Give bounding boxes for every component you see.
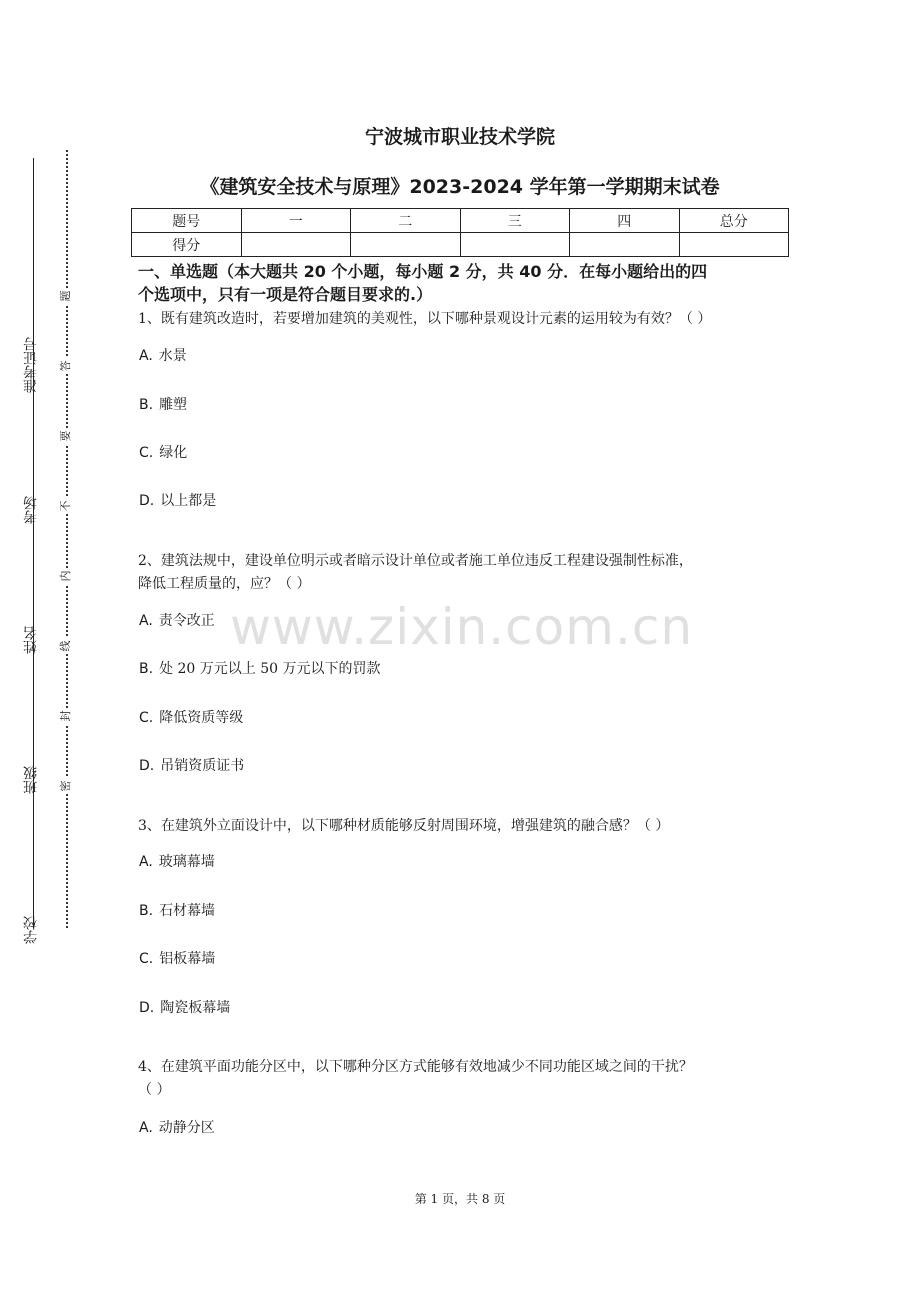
score-header-cell: 总分: [679, 209, 789, 233]
exam-number-label: 准考证号: [23, 337, 39, 393]
option-letter: C.: [139, 951, 154, 967]
score-header-cell: 三: [460, 209, 570, 233]
question-1: [138, 308, 788, 331]
score-header-cell: 二: [351, 209, 461, 233]
score-header-cell: 题号: [132, 209, 242, 233]
seal-char: 封: [58, 708, 74, 724]
seal-char: 答: [58, 358, 74, 374]
option-letter: A.: [139, 613, 153, 629]
question-2: [138, 550, 788, 596]
score-table-header-row: [132, 209, 789, 233]
option-c[interactable]: [139, 708, 243, 728]
question-3: [138, 815, 788, 838]
option-letter: D.: [139, 758, 155, 774]
option-letter: A.: [139, 1120, 153, 1136]
option-text: 玻璃幕墙: [158, 854, 215, 870]
option-c[interactable]: [139, 443, 187, 463]
score-row-label: 得分: [132, 233, 242, 257]
option-text: 动静分区: [158, 1120, 215, 1136]
option-text: 以上都是: [160, 493, 217, 509]
page-footer: 第 1 页，共 8 页: [414, 1192, 506, 1206]
option-letter: D.: [139, 1000, 155, 1016]
score-table: [131, 208, 789, 257]
option-text: 处 20 万元以上 50 万元以下的罚款: [159, 661, 381, 677]
option-text: 石材幕墙: [159, 903, 216, 919]
section-heading-line: 一、单选题（本大题共 20 个小题，每小题 2 分，共 40 分．在每小题给出的四: [138, 262, 708, 281]
seal-char: 密: [58, 778, 74, 794]
option-text: 雕塑: [159, 397, 188, 413]
school-label: 学校: [23, 916, 39, 944]
score-cell: [570, 233, 680, 257]
seal-dotted-line: [66, 150, 68, 928]
score-header-cell: 四: [570, 209, 680, 233]
score-cell: [241, 233, 351, 257]
question-text: 1、既有建筑改造时，若要增加建筑的美观性，以下哪种景观设计元素的运用较为有效？（ ）: [138, 311, 712, 327]
fill-in-line: [33, 158, 34, 928]
option-text: 降低资质等级: [159, 710, 244, 726]
seal-char: 不: [58, 498, 74, 514]
seal-char: 线: [58, 638, 74, 654]
school-name: 宁波城市职业技术学院: [364, 126, 555, 148]
exam-title: 《建筑安全技术与原理》2023-2024 学年第一学期期末试卷: [200, 176, 720, 198]
option-text: 吊销资质证书: [160, 758, 245, 774]
option-b[interactable]: [139, 395, 187, 415]
option-a[interactable]: [139, 1118, 215, 1138]
seal-char: 内: [58, 568, 74, 584]
option-text: 铝板幕墙: [159, 951, 216, 967]
score-cell: [460, 233, 570, 257]
binding-margin: [0, 150, 80, 950]
option-text: 责令改正: [158, 613, 215, 629]
option-letter: A.: [139, 348, 153, 364]
question-text: （ ）: [138, 1082, 171, 1098]
option-d[interactable]: [139, 491, 216, 511]
exam-room-label: 考场: [23, 496, 39, 524]
option-text: 陶瓷板幕墙: [160, 1000, 231, 1016]
class-label: 班级: [23, 766, 39, 794]
seal-char: 题: [58, 288, 74, 304]
question-text: 4、在建筑平面功能分区中，以下哪种分区方式能够有效地减少不同功能区域之间的干扰？: [138, 1059, 693, 1075]
score-cell: [351, 233, 461, 257]
watermark: www.zixin.com.cn: [230, 598, 694, 656]
option-a[interactable]: [139, 611, 215, 631]
option-c[interactable]: [139, 949, 215, 969]
option-a[interactable]: [139, 346, 187, 366]
option-b[interactable]: [139, 901, 215, 921]
option-letter: A.: [139, 854, 153, 870]
score-header-cell: 一: [241, 209, 351, 233]
option-a[interactable]: [139, 852, 215, 872]
section-heading: [138, 260, 788, 306]
option-letter: B.: [139, 903, 154, 919]
question-text: 2、建筑法规中，建设单位明示或者暗示设计单位或者施工单位违反工程建设强制性标准，: [138, 553, 693, 569]
option-text: 水景: [158, 348, 187, 364]
option-d[interactable]: [139, 756, 244, 776]
option-text: 绿化: [159, 445, 188, 461]
question-4: [138, 1056, 788, 1102]
score-table-score-row: [132, 233, 789, 257]
section-heading-line: 个选项中，只有一项是符合题目要求的.）: [138, 285, 433, 304]
seal-char: 要: [58, 428, 74, 444]
option-letter: C.: [139, 445, 154, 461]
option-letter: D.: [139, 493, 155, 509]
name-label: 姓名: [23, 626, 39, 654]
option-d[interactable]: [139, 998, 230, 1018]
score-cell: [679, 233, 789, 257]
question-text: 降低工程质量的，应？（ ）: [138, 576, 311, 592]
option-letter: C.: [139, 710, 154, 726]
option-letter: B.: [139, 397, 154, 413]
question-text: 3、在建筑外立面设计中，以下哪种材质能够反射周围环境，增强建筑的融合感？（ ）: [138, 818, 670, 834]
option-b[interactable]: [139, 659, 381, 679]
option-letter: B.: [139, 661, 154, 677]
